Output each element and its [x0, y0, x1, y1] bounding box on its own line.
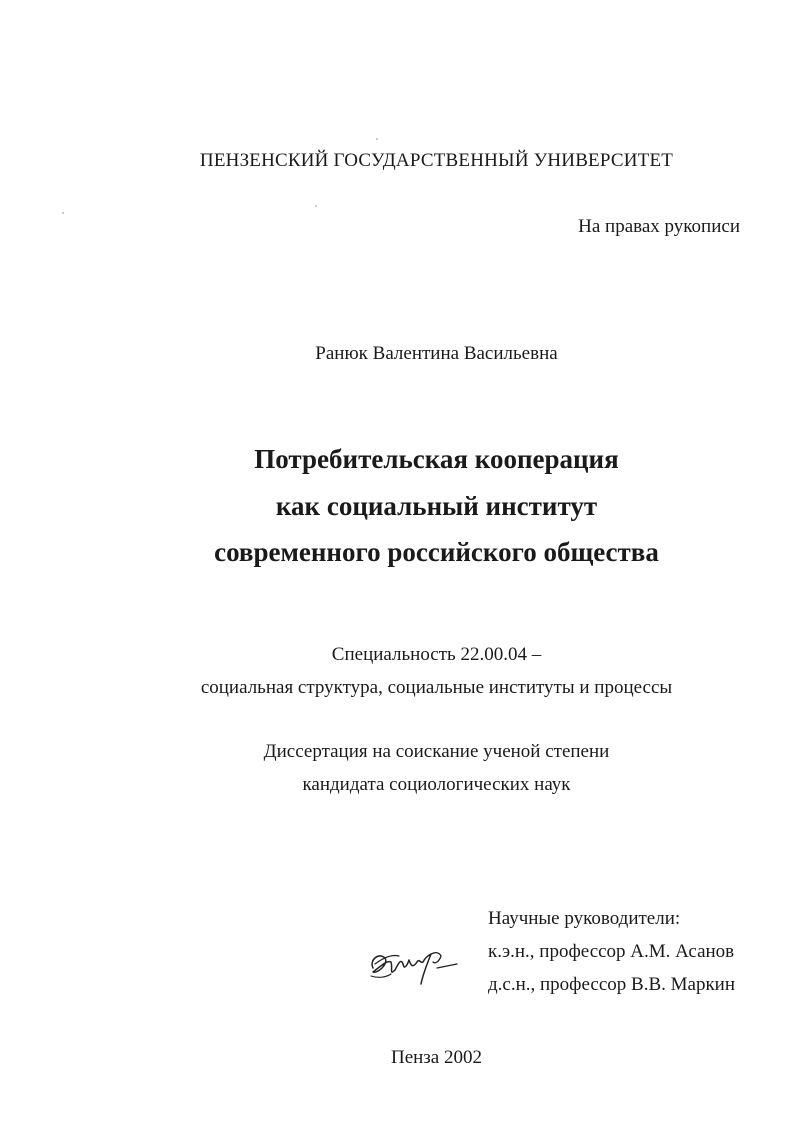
scan-speck [376, 138, 378, 140]
title-line-3: современного российского общества [214, 537, 659, 567]
degree-line-2: кандидата социологических наук [302, 774, 571, 795]
handwritten-signature [365, 938, 465, 990]
rights-note: На правах рукописи [578, 216, 740, 237]
author-name: Ранюк Валентина Васильевна [315, 343, 558, 364]
scan-speck [62, 212, 64, 214]
title-line-1: Потребительская кооперация [254, 444, 619, 474]
supervisor-2: д.с.н., профессор В.В. Маркин [488, 974, 736, 995]
title-line-2: как социальный институт [275, 491, 598, 521]
scan-speck [315, 205, 317, 207]
specialty-code: Специальность 22.00.04 – [331, 644, 542, 665]
specialty-name: социальная структура, социальные институты и процессы [200, 677, 673, 698]
city-year: Пенза 2002 [390, 1047, 482, 1068]
supervisors-block [488, 902, 735, 1001]
university-name: ПЕНЗЕНСКИЙ ГОСУДАРСТВЕННЫЙ УНИВЕРСИТЕТ [199, 150, 674, 171]
supervisor-1: к.э.н., профессор А.М. Асанов [488, 941, 735, 962]
degree-line-1: Диссертация на соискание ученой степени [263, 741, 610, 762]
supervisors-heading: Научные руководители: [488, 908, 681, 929]
